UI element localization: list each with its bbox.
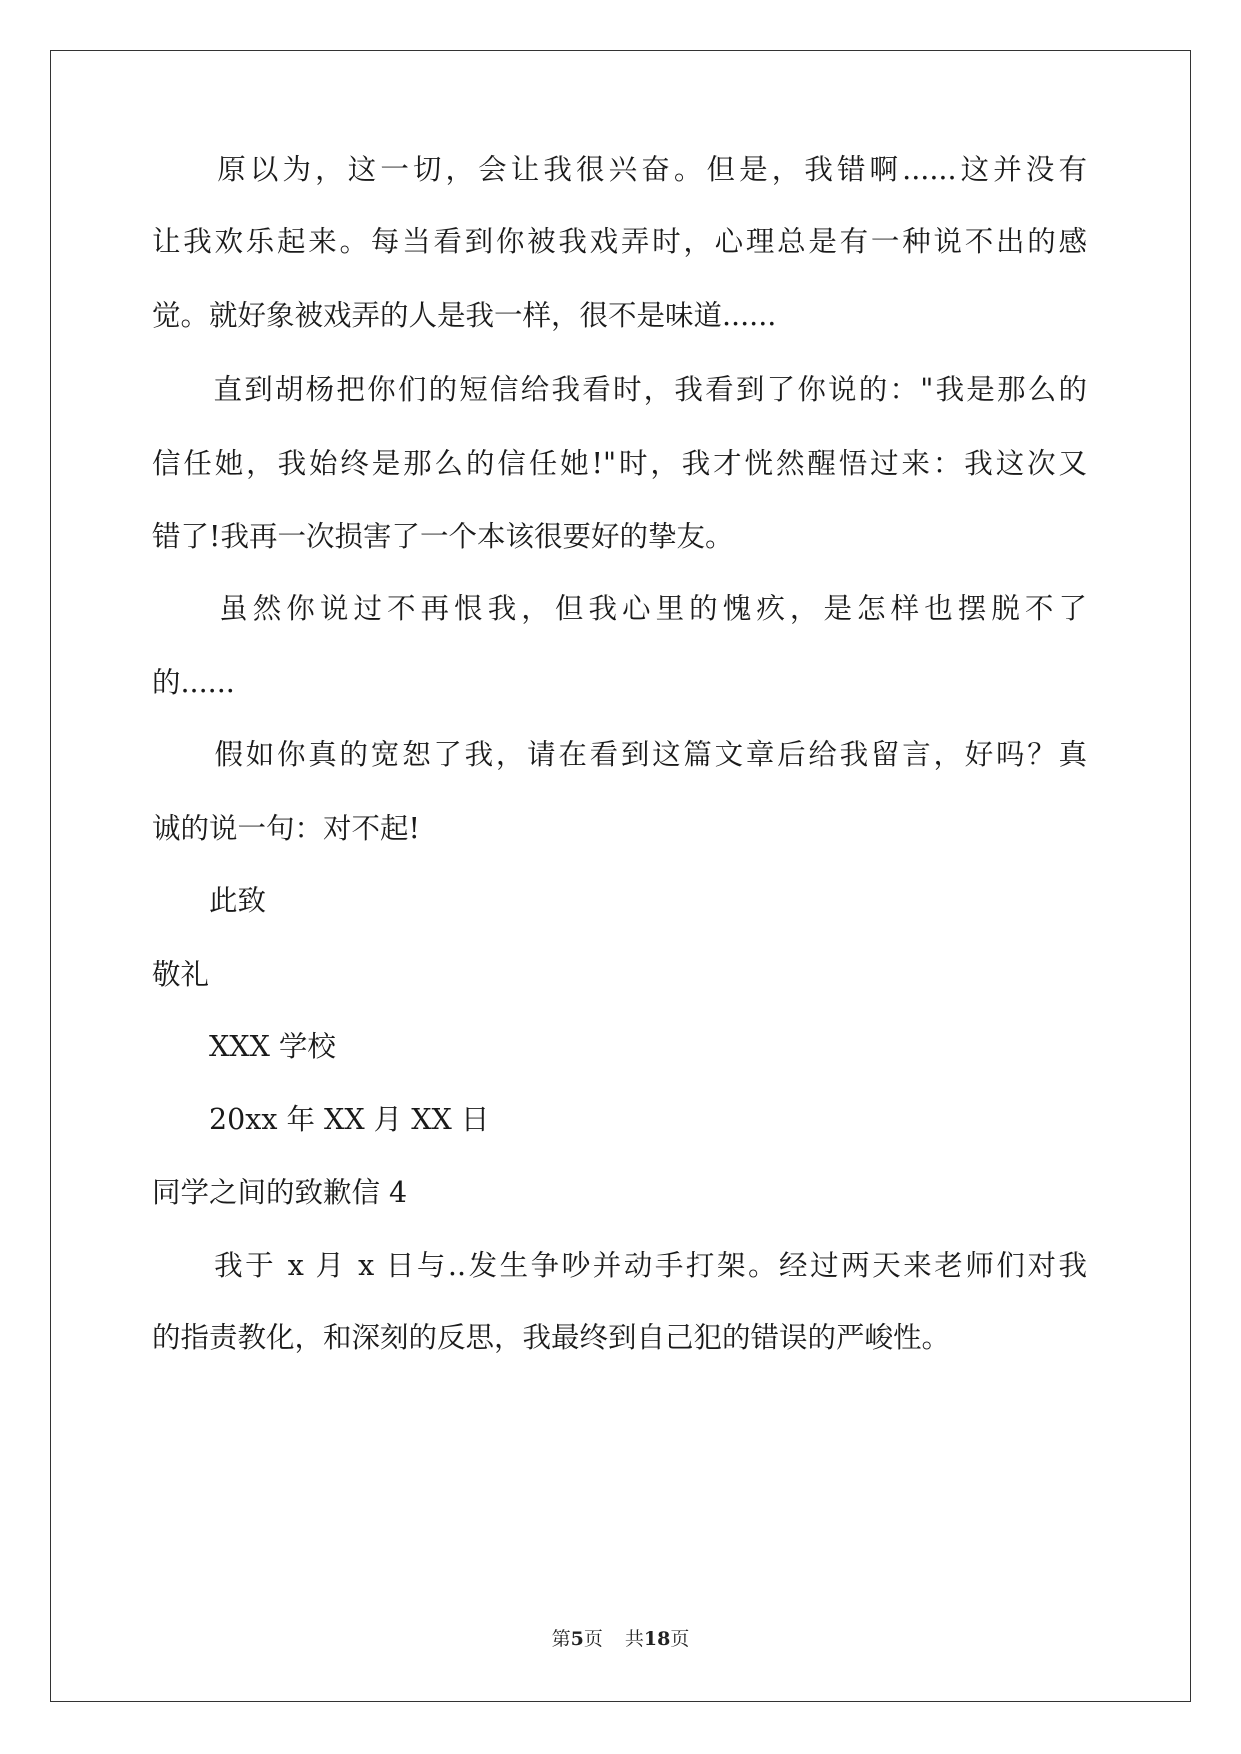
text-line: 的指责教化，和深刻的反思，我最终到自己犯的错误的严峻性。 xyxy=(152,1321,951,1354)
text-line: 让我欢乐起来。每当看到你被我戏弄时，心理总是有一种说不出的感 xyxy=(152,225,1087,258)
total-page-number: 18 xyxy=(643,1628,671,1650)
footer-total-suffix: 页 xyxy=(670,1628,690,1650)
text-line: 觉。就好象被戏弄的人是我一样，很不是味道...... xyxy=(152,299,777,332)
text-line: 虽然你说过不再恨我，但我心里的愧疚，是怎样也摆脱不了 xyxy=(152,592,1087,625)
footer-total-prefix: 共 xyxy=(624,1628,644,1650)
signature-school: XXX 学校 xyxy=(152,1030,336,1063)
text-line: 信任她，我始终是那么的信任她!"时，我才恍然醒悟过来：我这次又 xyxy=(152,447,1087,480)
text-line: 假如你真的宽恕了我，请在看到这篇文章后给我留言，好吗？真 xyxy=(152,738,1087,771)
text-line: 诚的说一句：对不起! xyxy=(152,812,420,845)
text-line: 原以为，这一切，会让我很兴奋。但是，我错啊......这并没有 xyxy=(152,153,1087,186)
text-line: 直到胡杨把你们的短信给我看时，我看到了你说的："我是那么的 xyxy=(152,373,1087,406)
current-page-number: 5 xyxy=(570,1628,584,1650)
text-line: 我于 x 月 x 日与..发生争吵并动手打架。经过两天来老师们对我 xyxy=(152,1249,1087,1282)
section-heading: 同学之间的致歉信 4 xyxy=(152,1176,408,1209)
text-line: 的...... xyxy=(152,666,235,699)
page-footer xyxy=(0,1624,1241,1651)
footer-page-suffix: 页 xyxy=(583,1628,603,1650)
closing-regards: 敬礼 xyxy=(152,958,210,991)
text-line: 错了!我再一次损害了一个本该很要好的挚友。 xyxy=(152,520,734,553)
signature-date: 20xx 年 XX 月 XX 日 xyxy=(152,1103,490,1136)
footer-prefix: 第 xyxy=(551,1628,571,1650)
closing-salutation: 此致 xyxy=(152,884,267,917)
